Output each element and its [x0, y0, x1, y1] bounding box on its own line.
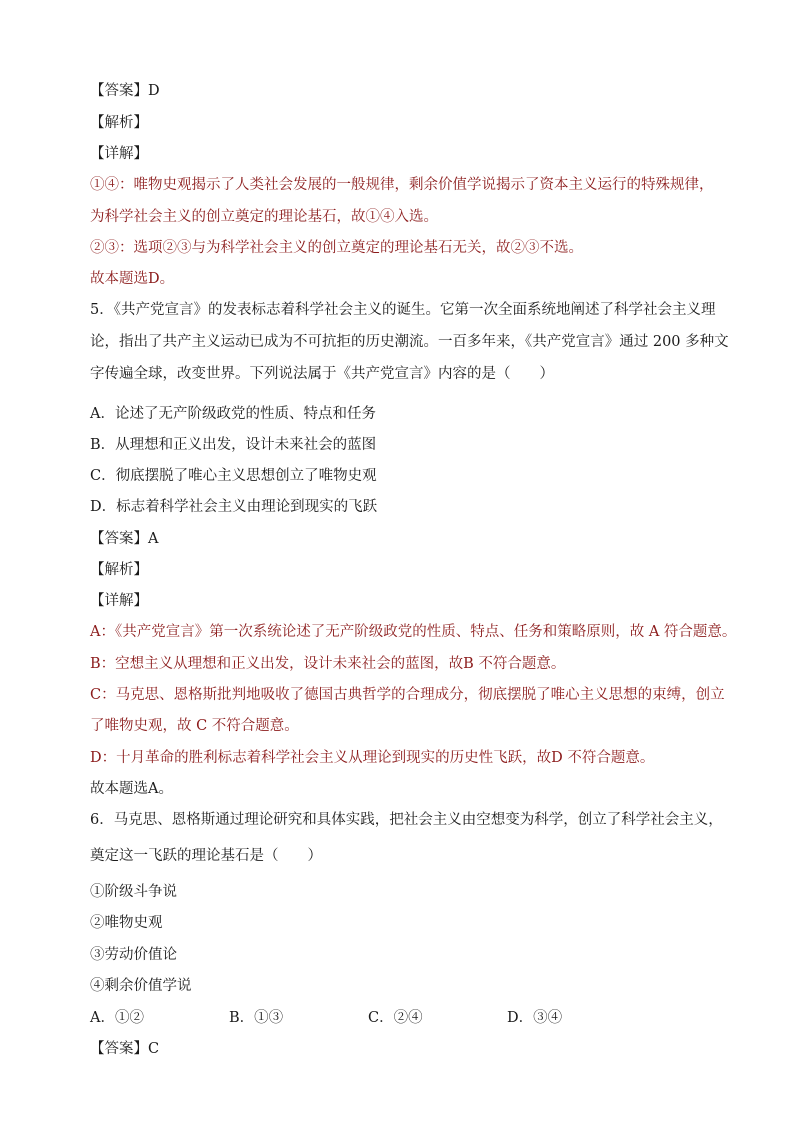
q5-answer: 【答案】A	[90, 531, 159, 547]
q5-detail-a: A：《共产党宣言》第一次系统论述了无产阶级政党的性质、特点、任务和策略原则，故 A 符合题意。	[90, 624, 737, 640]
q6-item-2: ②唯物史观	[90, 915, 163, 931]
q6-stem-line-1: 6．马克思、恩格斯通过理论研究和具体实践，把社会主义由空想变为科学，创立了科学社会主义，	[90, 812, 723, 828]
q6-stem-line-2: 奠定这一飞跃的理论基石是（ ）	[90, 848, 322, 864]
q4-conclusion: 故本题选D。	[90, 271, 175, 287]
q4-analysis-heading: 【解析】	[90, 115, 148, 131]
q4-detail-line-3: ②③：选项②③与为科学社会主义的创立奠定的理论基石无关，故②③不选。	[90, 240, 583, 256]
q6-choice-b: B．①③	[229, 1010, 284, 1026]
q6-item-1: ①阶级斗争说	[90, 884, 177, 900]
q5-detail-d: D：十月革命的胜利标志着科学社会主义从理论到现实的历史性飞跃，故D 不符合题意。	[90, 750, 655, 766]
q4-detail-line-1: ①④：唯物史观揭示了人类社会发展的一般规律，剩余价值学说揭示了资本主义运行的特殊规律，	[90, 177, 714, 193]
q5-option-b: B．从理想和正义出发，设计未来社会的蓝图	[90, 437, 377, 453]
q6-choice-a: A．①②	[90, 1010, 144, 1026]
q4-answer: 【答案】D	[90, 83, 160, 99]
q4-detail-heading: 【详解】	[90, 146, 148, 162]
q5-option-c: C．彻底摆脱了唯心主义思想创立了唯物史观	[90, 468, 377, 484]
q5-detail-c-line-1: C：马克思、恩格斯批判地吸收了德国古典哲学的合理成分，彻底摆脱了唯心主义思想的束缚，创立	[90, 687, 725, 703]
q6-choice-d: D．③④	[507, 1010, 563, 1026]
q5-stem-line-2: 论，指出了共产主义运动已成为不可抗拒的历史潮流。一百多年来，《共产党宣言》通过 200 多种文	[90, 334, 729, 350]
q5-option-d: D．标志着科学社会主义由理论到现实的飞跃	[90, 499, 378, 515]
q6-answer: 【答案】C	[90, 1041, 160, 1057]
q5-detail-c-line-2: 了唯物史观，故 C 不符合题意。	[90, 718, 299, 734]
q5-stem-line-3: 字传遍全球，改变世界。下列说法属于《共产党宣言》内容的是（ ）	[90, 366, 554, 382]
q5-option-a: A．论述了无产阶级政党的性质、特点和任务	[90, 406, 376, 422]
q5-detail-heading: 【详解】	[90, 593, 148, 609]
q5-conclusion: 故本题选A。	[90, 781, 173, 797]
q5-analysis-heading: 【解析】	[90, 562, 148, 578]
q6-item-4: ④剩余价值学说	[90, 978, 192, 994]
q4-detail-line-2: 为科学社会主义的创立奠定的理论基石，故①④入选。	[90, 209, 438, 225]
q6-choice-c: C．②④	[368, 1010, 423, 1026]
q5-stem-line-1: 5．《共产党宣言》的发表标志着科学社会主义的诞生。它第一次全面系统地阐述了科学社会主义理	[90, 302, 716, 318]
q5-detail-b: B：空想主义从理想和正义出发，设计未来社会的蓝图，故B 不符合题意。	[90, 656, 566, 672]
q6-item-3: ③劳动价值论	[90, 947, 177, 963]
